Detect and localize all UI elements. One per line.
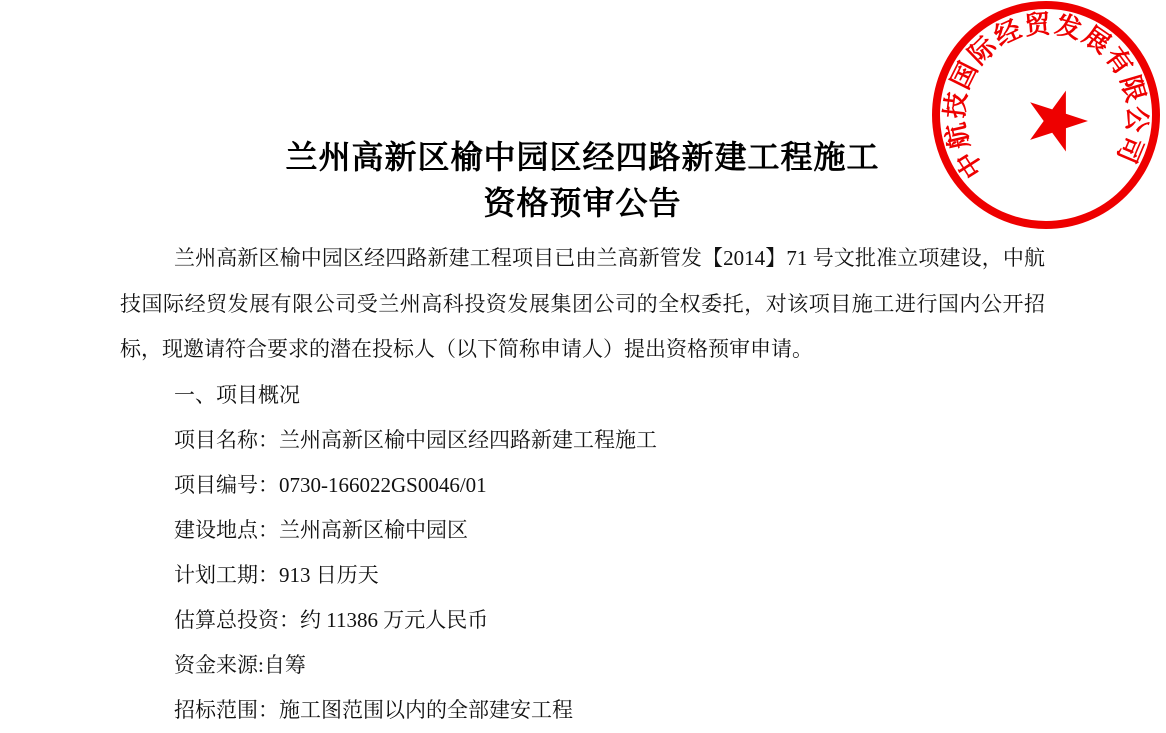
bidding-scope-line: 招标范围：施工图范围以内的全部建安工程 (174, 697, 573, 722)
document-content (120, 0, 1045, 733)
stamp-company-text: 中航技国际经贸发展有限公司 (939, 8, 1153, 184)
estimated-investment-line: 估算总投资：约 11386 万元人民币 (174, 607, 489, 632)
title-line1: 兰州高新区榆中园区经四路新建工程施工 (285, 139, 880, 175)
construction-site-line: 建设地点：兰州高新区榆中园区 (174, 517, 468, 542)
intro-paragraph (120, 236, 1045, 373)
intro-line-1: 兰州高新区榆中园区经四路新建工程项目已由兰高新管发【2014】71 号文批准立项建设，中航 (174, 246, 1045, 270)
title-line2: 资格预审公告 (483, 185, 682, 221)
intro-line-3: 标，现邀请符合要求的潜在投标人（以下简称申请人）提出资格预审申请。 (120, 337, 813, 361)
intro-line-2: 技国际经贸发展有限公司受兰州高科投资发展集团公司的全权委托，对该项目施工进行国内公开招 (120, 291, 1045, 316)
funding-source-line: 资金来源:自筹 (174, 652, 306, 677)
planned-duration-line: 计划工期：913 日历天 (174, 562, 379, 587)
section-heading-project-overview: 一、项目概况 (174, 382, 300, 407)
project-name-line: 项目名称：兰州高新区榆中园区经四路新建工程施工 (174, 427, 657, 452)
project-number-line: 项目编号：0730-166022GS0046/01 (174, 472, 487, 497)
document-title (120, 134, 1045, 226)
